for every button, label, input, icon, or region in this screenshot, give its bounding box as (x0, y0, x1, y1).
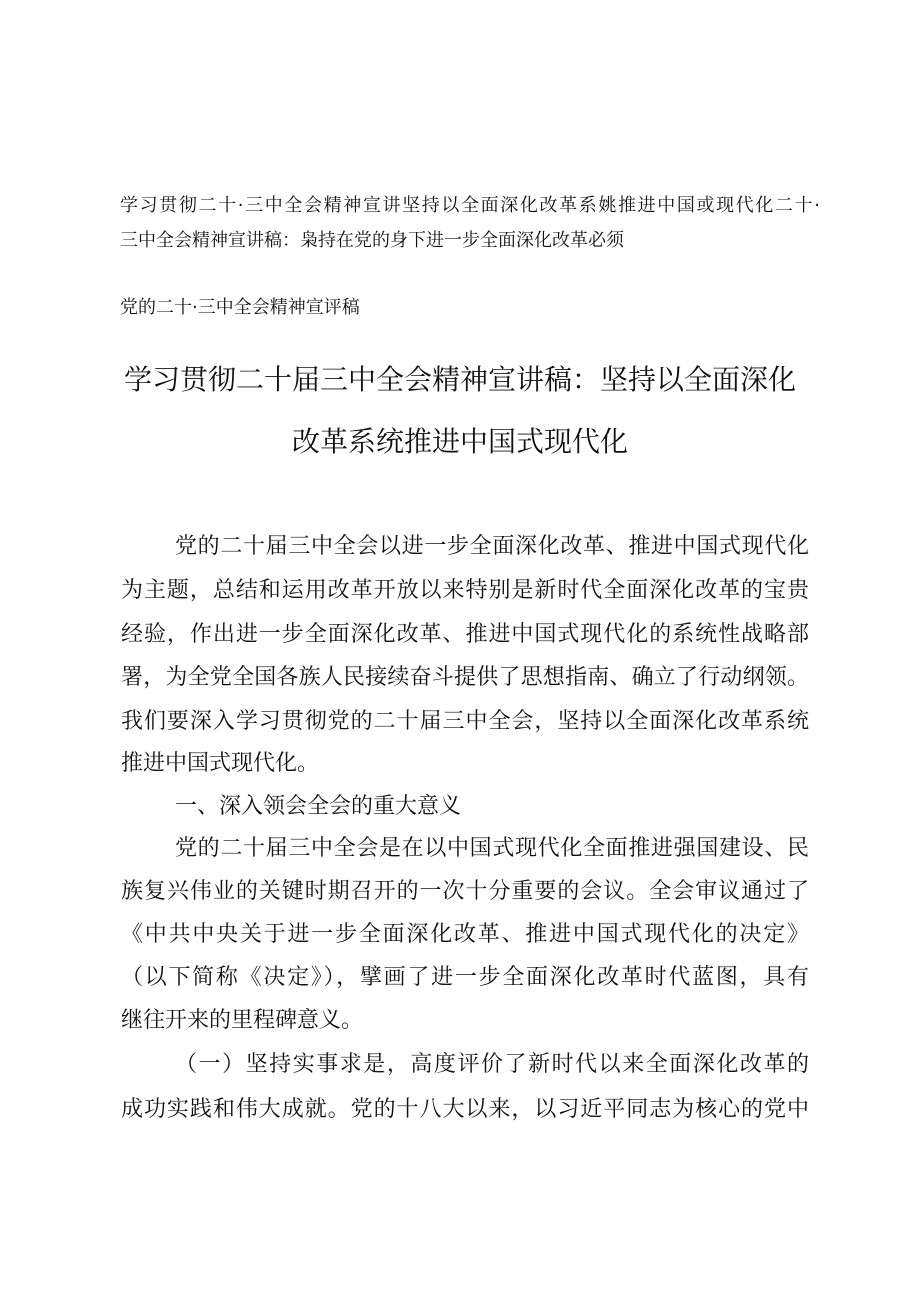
header-line-3: 党的二十·三中全会精神宣评稿 (120, 297, 360, 318)
intro-line-2: 为主题，总结和运用改革开放以来特别是新时代全面深化改革的宝贵 (121, 578, 809, 603)
section-line-2: 族复兴伟业的关键时期召开的一次十分重要的会议。全会审议通过了 (121, 879, 809, 904)
section-heading: 一、深入领会全会的重大意义 (175, 794, 462, 819)
header-line-2: 三中全会精神宣讲稿：枭持在党的身下进一步全面深化改革必须 (120, 230, 624, 251)
section-line-4: （以下简称《决定》），擘画了进一步全面深化改革时代蓝图，具有 (121, 965, 809, 990)
header-line-1: 学习贯彻二十·三中全会精神宣讲坚持以全面深化改革系姚推进中国或现代化二十· (120, 195, 820, 216)
subsection-line-2: 成功实践和伟大成就。党的十八大以来，以习近平同志为核心的党中 (121, 1097, 809, 1122)
document-title-line-1: 学习贯彻二十届三中全会精神宣讲稿：坚持以全面深化 (123, 363, 796, 396)
intro-line-1: 党的二十届三中全会以进一步全面深化改革、推进中国式现代化 (175, 534, 809, 559)
subsection-line-1: （一）坚持实事求是，高度评价了新时代以来全面深化改革的 (175, 1052, 809, 1077)
intro-line-5: 我们要深入学习贯彻党的二十届三中全会，坚持以全面深化改革系统 (121, 709, 809, 734)
section-line-3: 《中共中央关于进一步全面深化改革、推进中国式现代化的决定》 (121, 922, 809, 947)
section-line-5: 继往开来的里程碑意义。 (121, 1008, 364, 1033)
intro-line-4: 署，为全党全国各族人民接续奋斗提供了思想指南、确立了行动纲领。 (121, 665, 809, 690)
intro-line-3: 经验，作出进一步全面深化改革、推进中国式现代化的系统性战略部 (121, 622, 809, 647)
document-title-line-2: 改革系统推进中国式现代化 (291, 425, 628, 458)
intro-line-6: 推进中国式现代化。 (121, 751, 320, 776)
section-line-1: 党的二十届三中全会是在以中国式现代化全面推进强国建设、民 (175, 836, 809, 861)
